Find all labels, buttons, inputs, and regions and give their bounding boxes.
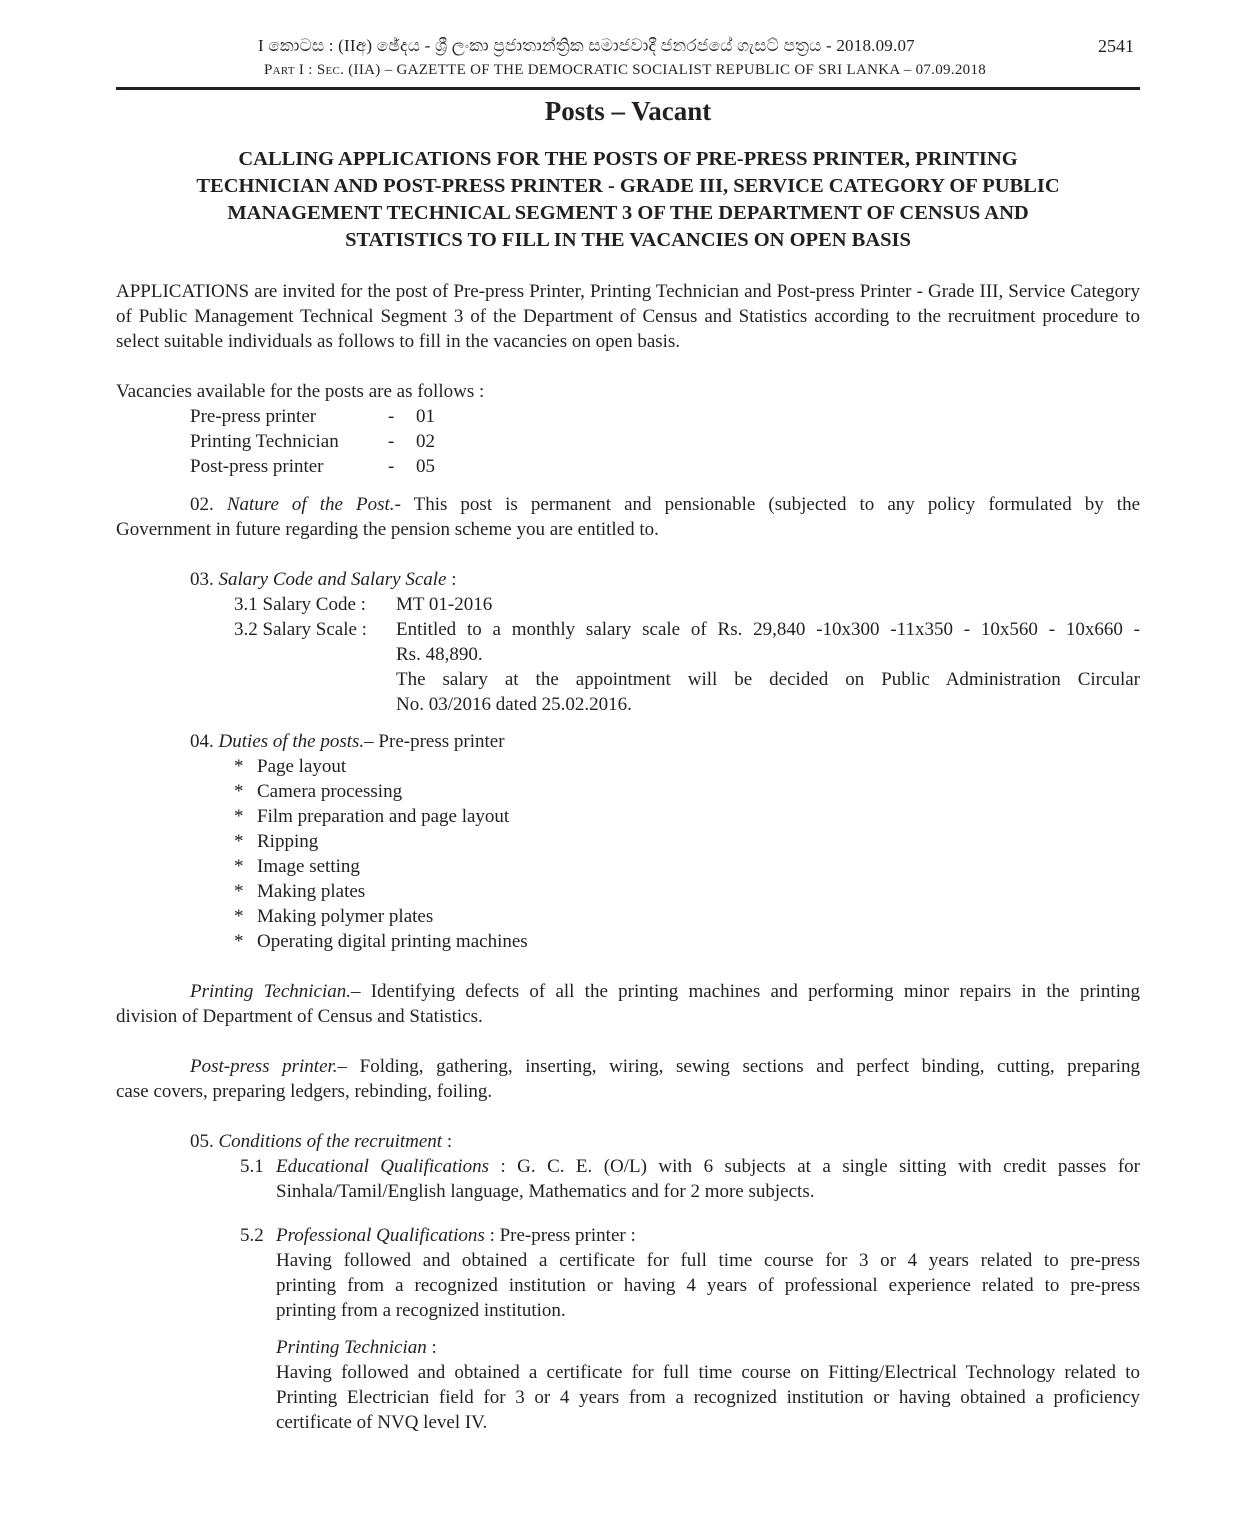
gazette-header-sinhala: I කොටස : (IIඅ) ඡේදය - ශ්‍රී ලංකා ප්‍රජාතාන්ත්‍රික සමාජවාදී ජනරජයේ ගැසට් පත්‍රය - 2018.09.07 bbox=[258, 36, 915, 55]
prepress-qualification-line: printing from a recognized institution. bbox=[276, 1300, 566, 1321]
duty-text: Ripping bbox=[257, 831, 319, 852]
subsection-title-italic: Printing Technician bbox=[276, 1337, 427, 1358]
para-title-italic: Printing Technician. bbox=[190, 981, 351, 1002]
salary-scale-line: No. 03/2016 dated 25.02.2016. bbox=[396, 694, 632, 715]
educational-line2: Sinhala/Tamil/English language, Mathematics and for 2 more subjects. bbox=[276, 1181, 815, 1202]
duty-item bbox=[234, 754, 346, 779]
conditions-heading bbox=[190, 1129, 452, 1154]
salary-heading bbox=[190, 567, 457, 592]
intro-paragraph: APPLICATIONS are invited for the post of Pre-press Printer, Printing Technician and Post-press Printer - Grade III, Service Category of Public Management Technical Segment 3 of the Department of Census and Statistics according to the recruitment procedure to select suitable individuals as follows to fill in the vacancies on open basis. bbox=[116, 281, 1140, 352]
vacancy-dash: - bbox=[388, 456, 395, 477]
vacancy-post: Pre-press printer bbox=[190, 406, 317, 427]
nature-of-post-line2: Government in future regarding the pension scheme you are entitled to. bbox=[116, 519, 659, 540]
heading-line: CALLING APPLICATIONS FOR THE POSTS OF PRE-PRESS PRINTER, PRINTING bbox=[238, 148, 1018, 170]
nature-of-post-text: - This post is permanent and pensionable (subjected to any policy formulated by the bbox=[394, 494, 1141, 515]
duty-text: Film preparation and page layout bbox=[257, 806, 510, 827]
duty-item bbox=[234, 829, 318, 854]
heading-line: STATISTICS TO FILL IN THE VACANCIES ON OPEN BASIS bbox=[345, 229, 911, 251]
section-title-italic: Duties of the posts. bbox=[218, 731, 365, 752]
heading-line: TECHNICIAN AND POST-PRESS PRINTER - GRADE III, SERVICE CATEGORY OF PUBLIC bbox=[196, 175, 1060, 197]
section-number: 03. bbox=[190, 569, 214, 590]
header-part: Part I : bbox=[264, 62, 313, 78]
educational-line1 bbox=[276, 1154, 1140, 1179]
section-number: 05. bbox=[190, 1131, 214, 1152]
duty-item bbox=[234, 929, 528, 954]
notice-heading bbox=[130, 146, 1126, 254]
nature-of-post-line1 bbox=[190, 492, 1140, 517]
vacancies-intro: Vacancies available for the posts are as follows : bbox=[116, 381, 485, 402]
vacancy-row bbox=[190, 429, 435, 454]
vacancy-dash: - bbox=[388, 431, 395, 452]
salary-scale-label: 3.2 Salary Scale : bbox=[234, 619, 367, 640]
section-title-italic: Salary Code and Salary Scale bbox=[218, 569, 447, 590]
prepress-qualification-line: printing from a recognized institution or having 4 years of professional experience related to pre-press bbox=[276, 1275, 1140, 1296]
duty-text: Image setting bbox=[257, 856, 360, 877]
bullet-star: * bbox=[234, 931, 244, 952]
section-title-italic: Nature of the Post. bbox=[226, 494, 395, 515]
prepress-qualification-line: Having followed and obtained a certificate for full time course for 3 or 4 years related to pre-press bbox=[276, 1250, 1140, 1271]
page-number: 2541 bbox=[1098, 36, 1134, 56]
technician-qualification-line: Having followed and obtained a certificate for full time course on Fitting/Electrical Technology related to bbox=[276, 1362, 1140, 1383]
bullet-star: * bbox=[234, 831, 244, 852]
bullet-star: * bbox=[234, 781, 244, 802]
salary-code-label: 3.1 Salary Code : bbox=[234, 594, 366, 615]
bullet-star: * bbox=[234, 856, 244, 877]
bullet-star: * bbox=[234, 881, 244, 902]
bullet-star: * bbox=[234, 806, 244, 827]
vacancy-count: 01 bbox=[416, 406, 435, 427]
section-number: 02. bbox=[190, 494, 214, 515]
vacancy-count: 05 bbox=[416, 456, 435, 477]
salary-scale-line: Entitled to a monthly salary scale of Rs. 29,840 -10x300 -11x350 - 10x560 - 10x660 - bbox=[396, 619, 1140, 640]
post-press-line1 bbox=[190, 1054, 1140, 1079]
subsection-number: 5.1 bbox=[240, 1156, 264, 1177]
printing-technician-subheading bbox=[276, 1335, 437, 1360]
bullet-star: * bbox=[234, 906, 244, 927]
subsection-text: : G. C. E. (O/L) with 6 subjects at a single sitting with credit passes for bbox=[489, 1156, 1140, 1177]
para-title-italic: Post-press printer. bbox=[190, 1056, 338, 1077]
gazette-header-english bbox=[264, 62, 986, 79]
subsection-title-italic: Educational Qualifications bbox=[276, 1156, 490, 1177]
subsection-number: 5.2 bbox=[240, 1225, 264, 1246]
duty-text: Operating digital printing machines bbox=[257, 931, 528, 952]
duties-heading bbox=[190, 729, 505, 754]
duty-item bbox=[234, 879, 365, 904]
salary-code-value: MT 01-2016 bbox=[396, 594, 493, 615]
vacancy-count: 02 bbox=[416, 431, 435, 452]
subsection-title-italic: Professional Qualifications bbox=[276, 1225, 485, 1246]
technician-qualification-line: Printing Electrician field for 3 or 4 years from a recognized institution or having obtained a proficiency bbox=[276, 1387, 1140, 1408]
duty-text: Camera processing bbox=[257, 781, 403, 802]
salary-scale-line: The salary at the appointment will be decided on Public Administration Circular bbox=[396, 669, 1140, 690]
vacancy-post: Post-press printer bbox=[190, 456, 324, 477]
colon: : bbox=[442, 1131, 453, 1152]
para-text: – Folding, gathering, inserting, wiring, sewing sections and perfect binding, cutting, preparing bbox=[337, 1056, 1140, 1077]
heading-line: MANAGEMENT TECHNICAL SEGMENT 3 OF THE DEPARTMENT OF CENSUS AND bbox=[227, 202, 1029, 224]
section-title-italic: Conditions of the recruitment bbox=[218, 1131, 443, 1152]
header-sec: Sec. bbox=[316, 62, 345, 78]
subsection-text: : Pre-press printer : bbox=[484, 1225, 636, 1246]
vacancy-row bbox=[190, 454, 435, 479]
duty-item bbox=[234, 854, 360, 879]
duty-text: Making polymer plates bbox=[257, 906, 434, 927]
printing-technician-line2: division of Department of Census and Statistics. bbox=[116, 1006, 483, 1027]
colon: : bbox=[446, 569, 457, 590]
colon: : bbox=[426, 1337, 437, 1358]
salary-scale-line: Rs. 48,890. bbox=[396, 644, 483, 665]
printing-technician-line1 bbox=[190, 979, 1140, 1004]
bullet-star: * bbox=[234, 756, 244, 777]
duties-rest: – Pre-press printer bbox=[364, 731, 505, 752]
post-press-line2: case covers, preparing ledgers, rebinding, foiling. bbox=[116, 1081, 493, 1102]
technician-qualification-line: certificate of NVQ level IV. bbox=[276, 1412, 488, 1433]
duty-text: Page layout bbox=[257, 756, 347, 777]
vacancy-post: Printing Technician bbox=[190, 431, 339, 452]
section-number: 04. bbox=[190, 731, 214, 752]
duty-item bbox=[234, 904, 433, 929]
section-title: Posts – Vacant bbox=[544, 96, 712, 126]
header-rule bbox=[116, 87, 1140, 90]
para-text: – Identifying defects of all the printing machines and performing minor repairs in the printing bbox=[351, 981, 1140, 1002]
professional-heading bbox=[276, 1223, 636, 1248]
header-english-rest: (IIA) – GAZETTE OF THE DEMOCRATIC SOCIALIST REPUBLIC OF SRI LANKA – 07.09.2018 bbox=[348, 62, 987, 78]
duty-text: Making plates bbox=[257, 881, 366, 902]
vacancy-dash: - bbox=[388, 406, 395, 427]
vacancy-row bbox=[190, 404, 435, 429]
duty-item bbox=[234, 804, 509, 829]
duty-item bbox=[234, 779, 402, 804]
